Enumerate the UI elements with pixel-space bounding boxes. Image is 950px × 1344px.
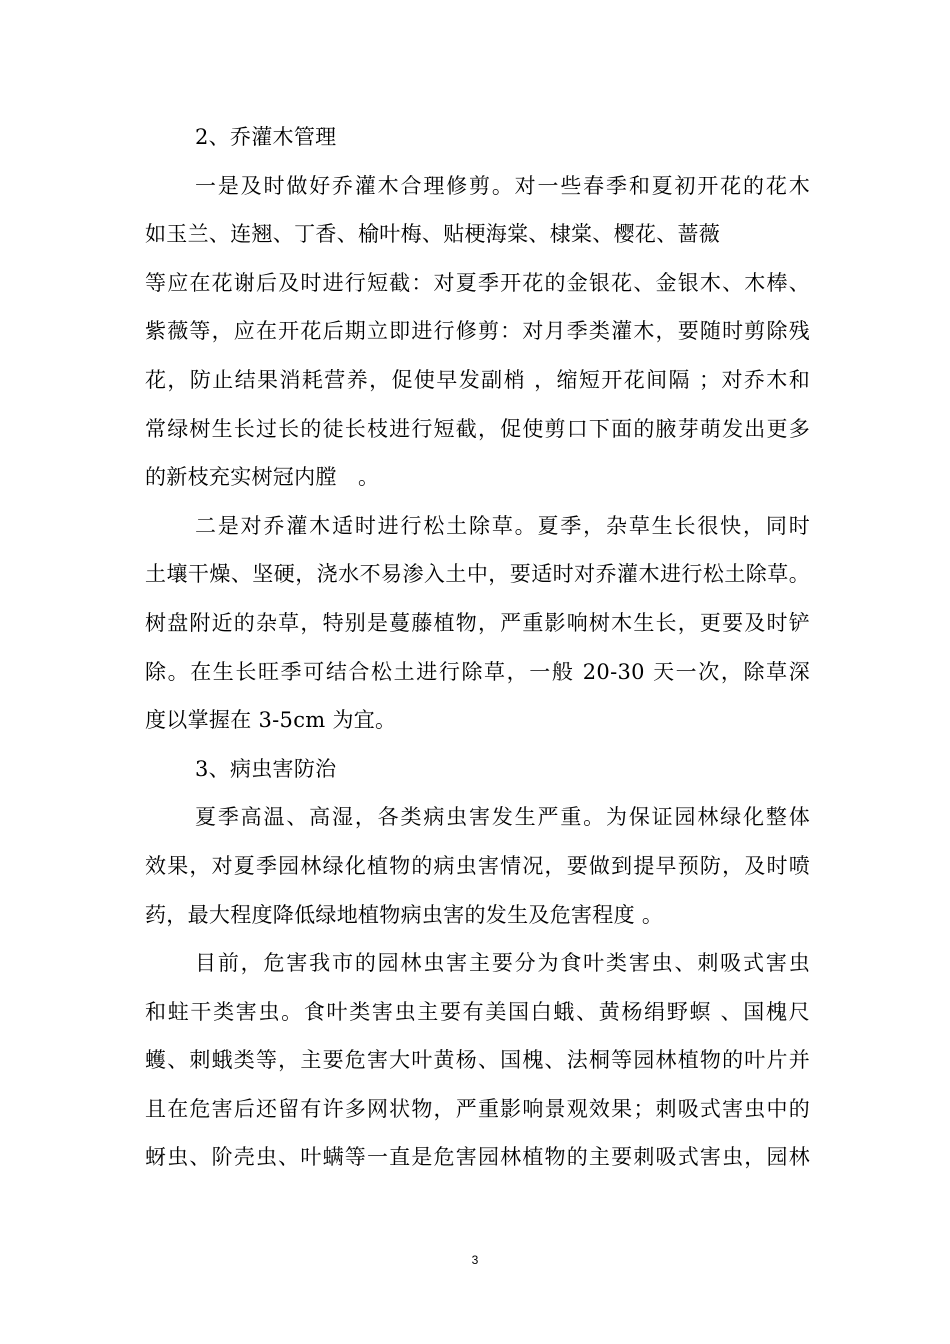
text-line: 花，防止结果消耗营养，促使早发副梢 ，缩短开花间隔 ；对乔木和 bbox=[145, 367, 810, 392]
text-line: 土壤干燥、坚硬，浇水不易渗入土中，要适时对乔灌木进行松土除草。 bbox=[145, 562, 810, 587]
text-line: 的新枝充实树冠内膛 。 bbox=[145, 465, 380, 490]
page-number: 3 bbox=[471, 1253, 479, 1267]
text-line: 如玉兰、连翘、丁香、榆叶梅、贴梗海棠、棣棠、樱花、蔷薇 bbox=[145, 222, 721, 247]
text-line: 蠖、刺蛾类等，主要危害大叶黄杨、国槐、法桐等园林植物的叶片并 bbox=[145, 1048, 810, 1073]
text-line: 效果，对夏季园林绿化植物的病虫害情况，要做到提早预防，及时喷 bbox=[145, 853, 810, 878]
text-line: 一是及时做好乔灌木合理修剪。对一些春季和夏初开花的花木 bbox=[195, 173, 810, 198]
text-line: 目前，危害我市的园林虫害主要分为食叶类害虫、刺吸式害虫 bbox=[195, 951, 810, 976]
text-line: 二是对乔灌木适时进行松土除草。夏季，杂草生长很快，同时 bbox=[195, 513, 810, 538]
text-line: 夏季高温、高湿，各类病虫害发生严重。为保证园林绿化整体 bbox=[195, 805, 810, 830]
text-line: 等应在花谢后及时进行短截：对夏季开花的金银花、金银木、木棒、 bbox=[145, 270, 810, 295]
text-line: 3、病虫害防治 bbox=[195, 756, 337, 781]
text-line: 常绿树生长过长的徒长枝进行短截，促使剪口下面的腋芽萌发出更多 bbox=[145, 416, 810, 441]
text-line: 且在危害后还留有许多网状物，严重影响景观效果；刺吸式害虫中的 bbox=[145, 1096, 810, 1121]
text-line: 和蛀干类害虫。食叶类害虫主要有美国白蛾、黄杨绢野螟 、国槐尺 bbox=[145, 999, 810, 1024]
text-line: 除。在生长旺季可结合松土进行除草，一般 20-30 天一次，除草深 bbox=[145, 659, 810, 684]
text-line: 度以掌握在 3-5cm 为宜。 bbox=[145, 708, 397, 733]
text-line: 紫薇等，应在开花后期立即进行修剪：对月季类灌木，要随时剪除残 bbox=[145, 319, 810, 344]
text-line: 药，最大程度降低绿地植物病虫害的发生及危害程度 。 bbox=[145, 902, 664, 927]
text-line: 树盘附近的杂草，特别是蔓藤植物，严重影响树木生长，更要及时铲 bbox=[145, 610, 810, 635]
document-body bbox=[145, 113, 810, 1182]
text-line: 2、乔灌木管理 bbox=[195, 125, 337, 149]
text-line: 蚜虫、阶壳虫、叶螨等一直是危害园林植物的主要刺吸式害虫，园林 bbox=[145, 1145, 810, 1170]
